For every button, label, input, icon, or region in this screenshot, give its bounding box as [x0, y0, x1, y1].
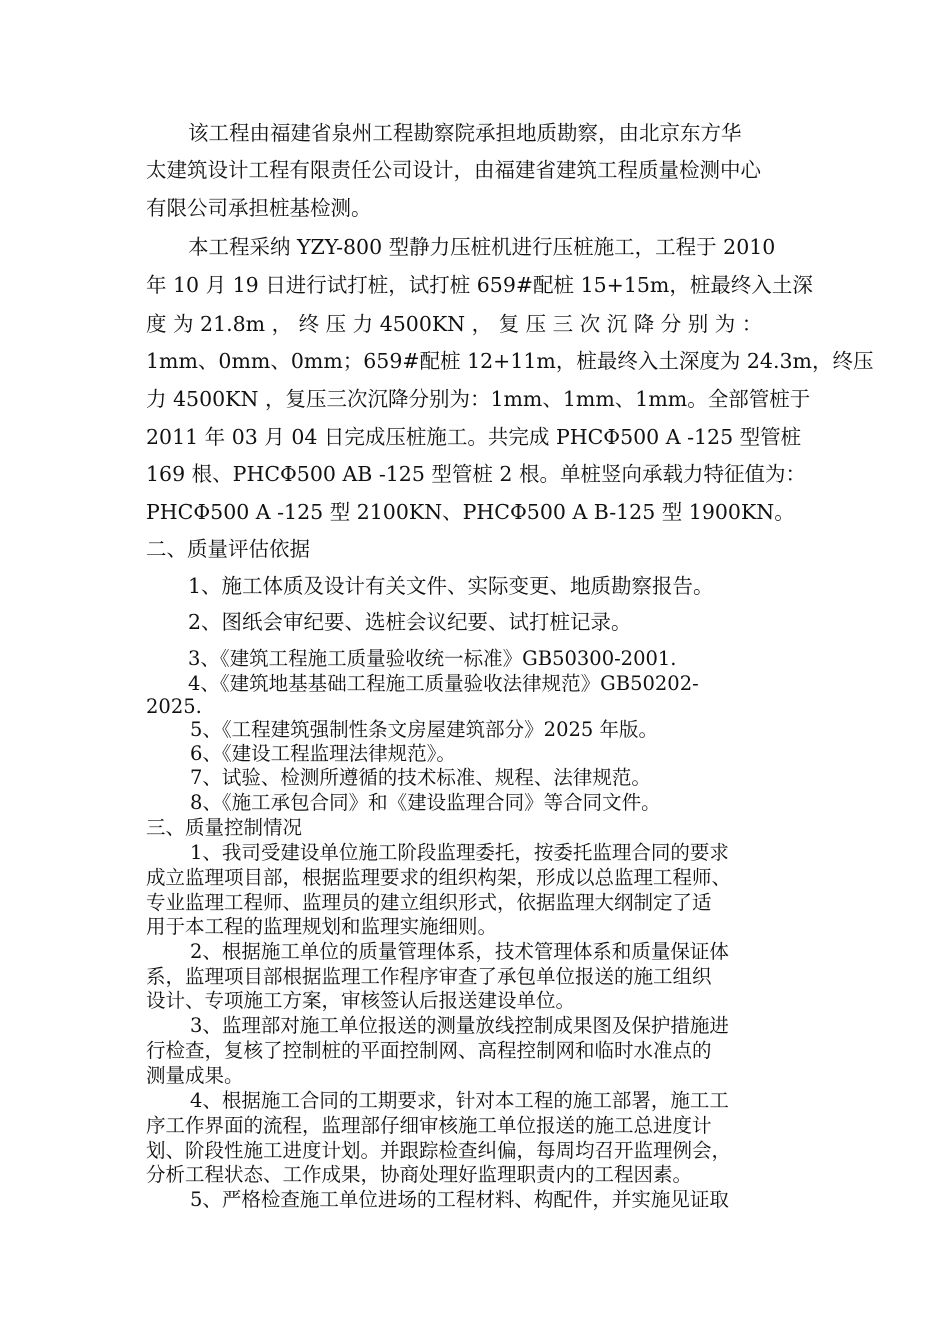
list-item: 6、《建设工程监理法律规范》。 [190, 742, 456, 765]
list-item: 5、《工程建筑强制性条文房屋建筑部分》2025 年版。 [190, 718, 658, 741]
paragraph-line: 测量成果。 [146, 1064, 244, 1087]
paragraph-line: 力 4500KN ，复压三次沉降分别为：1mm、1mm、1mm。全部管桩于 [146, 387, 811, 411]
paragraph-line: 太建筑设计工程有限责任公司设计，由福建省建筑工程质量检测中心 [146, 158, 761, 182]
list-item: 1、施工体质及设计有关文件、实际变更、地质勘察报告。 [188, 574, 714, 598]
paragraph-line: 1、我司受建设单位施工阶段监理委托，按委托监理合同的要求 [190, 841, 729, 864]
list-item: 7、试验、检测所遵循的技术标准、规程、法律规范。 [190, 766, 651, 789]
paragraph-line: 系，监理项目部根据监理工作程序审查了承包单位报送的施工组织 [146, 965, 712, 988]
paragraph-line: 专业监理工程师、监理员的建立组织形式，依据监理大纲制定了适 [146, 891, 712, 914]
paragraph-line: PHCΦ500 A -125 型 2100KN、PHCΦ500 A B-125 型 1900KN。 [146, 500, 795, 524]
paragraph-line: 有限公司承担桩基检测。 [146, 196, 372, 220]
paragraph-line: 1mm、0mm、0mm；659#配桩 12+11m，桩最终入土深度为 24.3m，终压 [146, 349, 874, 373]
section-heading: 二、质量评估依据 [146, 537, 310, 561]
paragraph-line: 3、监理部对施工单位报送的测量放线控制成果图及保护措施进 [190, 1014, 729, 1037]
list-item: 8、《施工承包合同》和《建设监理合同》等合同文件。 [190, 791, 661, 814]
paragraph-line: 分析工程状态、工作成果，协商处理好监理职责内的工程因素。 [146, 1163, 693, 1186]
paragraph-line: 169 根、PHCΦ500 AB -125 型管桩 2 根。单桩竖向承载力特征值为： [146, 462, 806, 486]
paragraph-line: 本工程采纳 YZY-800 型静力压桩机进行压桩施工，工程于 2010 [188, 235, 776, 259]
paragraph-line: 行检查，复核了控制桩的平面控制网、高程控制网和临时水准点的 [146, 1039, 712, 1062]
paragraph-line: 2011 年 03 月 04 日完成压桩施工。共完成 PHCΦ500 A -125 型管桩 [146, 425, 802, 449]
list-item: 3、《建筑工程施工质量验收统一标准》GB50300-2001. [188, 647, 677, 670]
paragraph-line: 年 10 月 19 日进行试打桩，试打桩 659#配桩 15+15m，桩最终入土深 [146, 273, 813, 297]
paragraph-line: 成立监理项目部，根据监理要求的组织构架，形成以总监理工程师、 [146, 866, 732, 889]
paragraph-line: 5、严格检查施工单位进场的工程材料、构配件，并实施见证取 [190, 1188, 729, 1211]
list-item-continuation: 2025. [146, 695, 202, 718]
paragraph-line: 设计、专项施工方案，审核签认后报送建设单位。 [146, 989, 576, 1012]
list-item: 2、图纸会审纪要、选桩会议纪要、试打桩记录。 [188, 610, 632, 634]
paragraph-line: 4、根据施工合同的工期要求，针对本工程的施工部署，施工工 [190, 1089, 729, 1112]
paragraph-line: 2、根据施工单位的质量管理体系，技术管理体系和质量保证体 [190, 940, 729, 963]
paragraph-line: 序工作界面的流程，监理部仔细审核施工单位报送的施工总进度计 [146, 1114, 712, 1137]
section-heading: 三、质量控制情况 [146, 816, 303, 839]
paragraph-line: 度 为 21.8m ， 终 压 力 4500KN ， 复 压 三 次 沉 降 分 别 为 ： [146, 312, 763, 336]
paragraph-line: 用于本工程的监理规划和监理实施细则。 [146, 915, 498, 938]
list-item: 4、《建筑地基基础工程施工质量验收法律规范》GB50202- [188, 672, 699, 695]
paragraph-line: 该工程由福建省泉州工程勘察院承担地质勘察，由北京东方华 [188, 121, 742, 145]
paragraph-line: 划、阶段性施工进度计划。并跟踪检查纠偏，每周均召开监理例会， [146, 1139, 732, 1162]
